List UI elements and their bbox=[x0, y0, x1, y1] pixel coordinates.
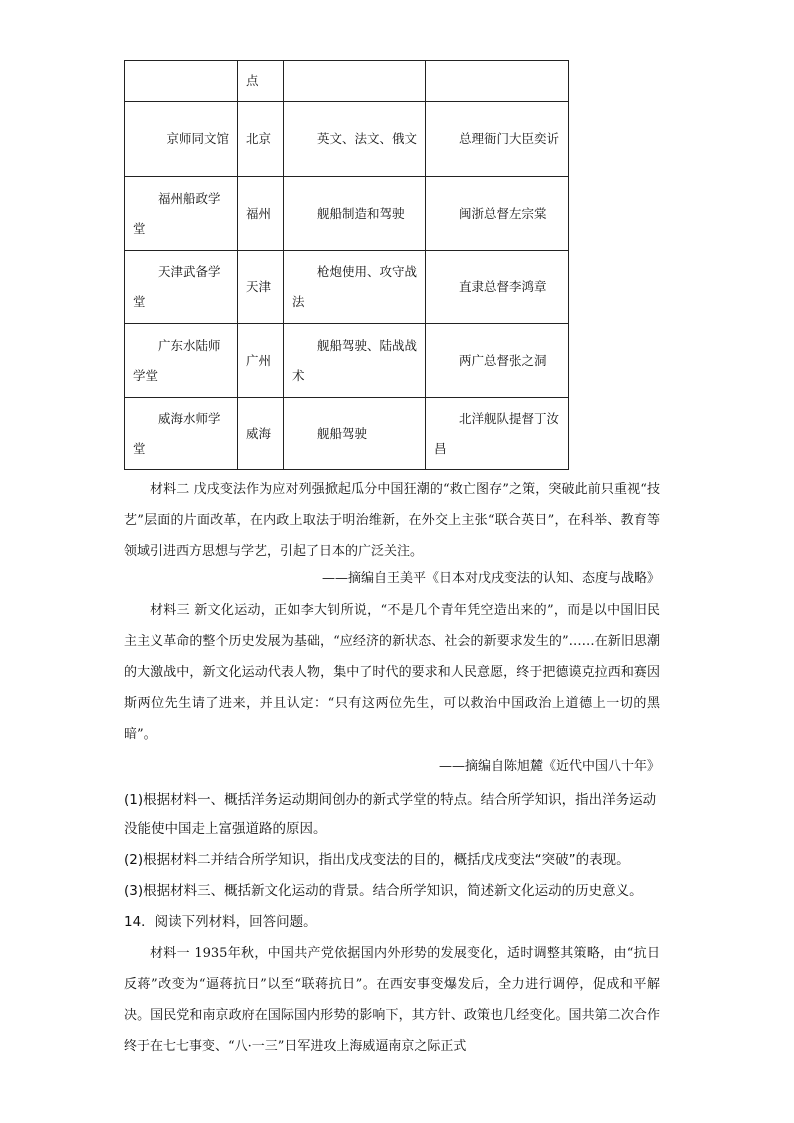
school-name-cell: 京师同文馆 bbox=[166, 131, 229, 146]
school-subject-cell: 舰船驾驶、陆战战术 bbox=[292, 337, 418, 383]
question-2: (2)根据材料二并结合所学知识，指出戊戌变法的目的，概括戊戌变法“突破”的表现。 bbox=[124, 852, 630, 868]
table-row bbox=[125, 61, 569, 102]
table-row bbox=[125, 324, 569, 398]
table-row bbox=[125, 177, 569, 251]
school-place-cell: 威海 bbox=[246, 425, 272, 441]
school-place-cell: 北京 bbox=[246, 131, 272, 146]
school-subject-cell: 舰船制造和驾驶 bbox=[317, 205, 405, 221]
school-subject-cell: 枪炮使用、攻守战法 bbox=[292, 264, 418, 309]
school-subject-cell: 舰船驾驶 bbox=[317, 425, 368, 441]
school-founder-cell: 两广总督张之洞 bbox=[459, 352, 547, 368]
table-row bbox=[125, 398, 569, 470]
material-three-paragraph: 材料三 新文化运动，正如李大钊所说，“不是几个青年凭空造出来的”，而是以中国旧民主主义革命的整个历史发展为基础，“应经济的新状态、社会的新要求发生的”……在新旧思潮的大激战中，新文化运动代表人物，集中了时代的要求和人民意愿，终于把德谟克拉西和赛因斯两位先生请了进来，并且认定：“只有这两位先生，可以救治中国政治上道德上一切的黑暗”。 bbox=[124, 603, 660, 742]
schools-table bbox=[124, 60, 569, 470]
q14-material-one-paragraph: 材料一 1935年秋，中国共产党依据国内外形势的发展变化，适时调整其策略，由“抗日反蒋”改变为“逼蒋抗日”以至“联蒋抗日”。在西安事变爆发后，全力进行调停，促成和平解决。国民党和南京政府在国际国内形势的影响下，其方针、政策也几经变化。国共第二次合作终于在七七事变、“八·一三”日军进攻上海威逼南京之际正式 bbox=[124, 946, 660, 1054]
school-subject-cell: 英文、法文、俄文 bbox=[317, 131, 418, 146]
material-two-source: ——摘编自王美平《日本对戊戌变法的认知、态度与战略》 bbox=[321, 571, 660, 586]
school-name-cell: 广东水陆师学堂 bbox=[133, 337, 221, 383]
table-row bbox=[125, 102, 569, 177]
school-name-cell: 天津武备学堂 bbox=[133, 264, 221, 309]
material-two-paragraph: 材料二 戊戌变法作为应对列强掀起瓜分中国狂潮的“救亡图存”之策，突破此前只重视“技艺”层面的片面改革，在内政上取法于明治维新，在外交上主张“联合英日”，在科举、教育等领域引进西方思想与学艺，引起了日本的广泛关注。 bbox=[124, 482, 660, 559]
question-3: (3)根据材料三、概括新文化运动的背景。结合所学知识，简述新文化运动的历史意义。 bbox=[124, 883, 643, 899]
question-14-heading: 14．阅读下列材料，回答问题。 bbox=[124, 914, 317, 930]
school-name-cell: 威海水师学堂 bbox=[133, 410, 221, 456]
school-place-cell: 点 bbox=[246, 73, 259, 88]
school-place-cell: 广州 bbox=[246, 352, 272, 368]
school-founder-cell: 总理衙门大臣奕䜣 bbox=[459, 131, 560, 146]
school-place-cell: 福州 bbox=[246, 205, 272, 221]
school-founder-cell: 闽浙总督左宗棠 bbox=[459, 205, 547, 221]
school-place-cell: 天津 bbox=[246, 279, 272, 294]
school-founder-cell: 直隶总督李鸿章 bbox=[459, 279, 547, 294]
school-founder-cell: 北洋舰队提督丁汝昌 bbox=[434, 410, 560, 456]
school-name-cell: 福州船政学堂 bbox=[133, 190, 221, 236]
material-three-source: ——摘编自陈旭麓《近代中国八十年》 bbox=[438, 759, 660, 774]
question-1: (1)根据材料一、概括洋务运动期间创办的新式学堂的特点。结合所学知识，指出洋务运动没能使中国走上富强道路的原因。 bbox=[124, 792, 657, 837]
table-row bbox=[125, 251, 569, 324]
